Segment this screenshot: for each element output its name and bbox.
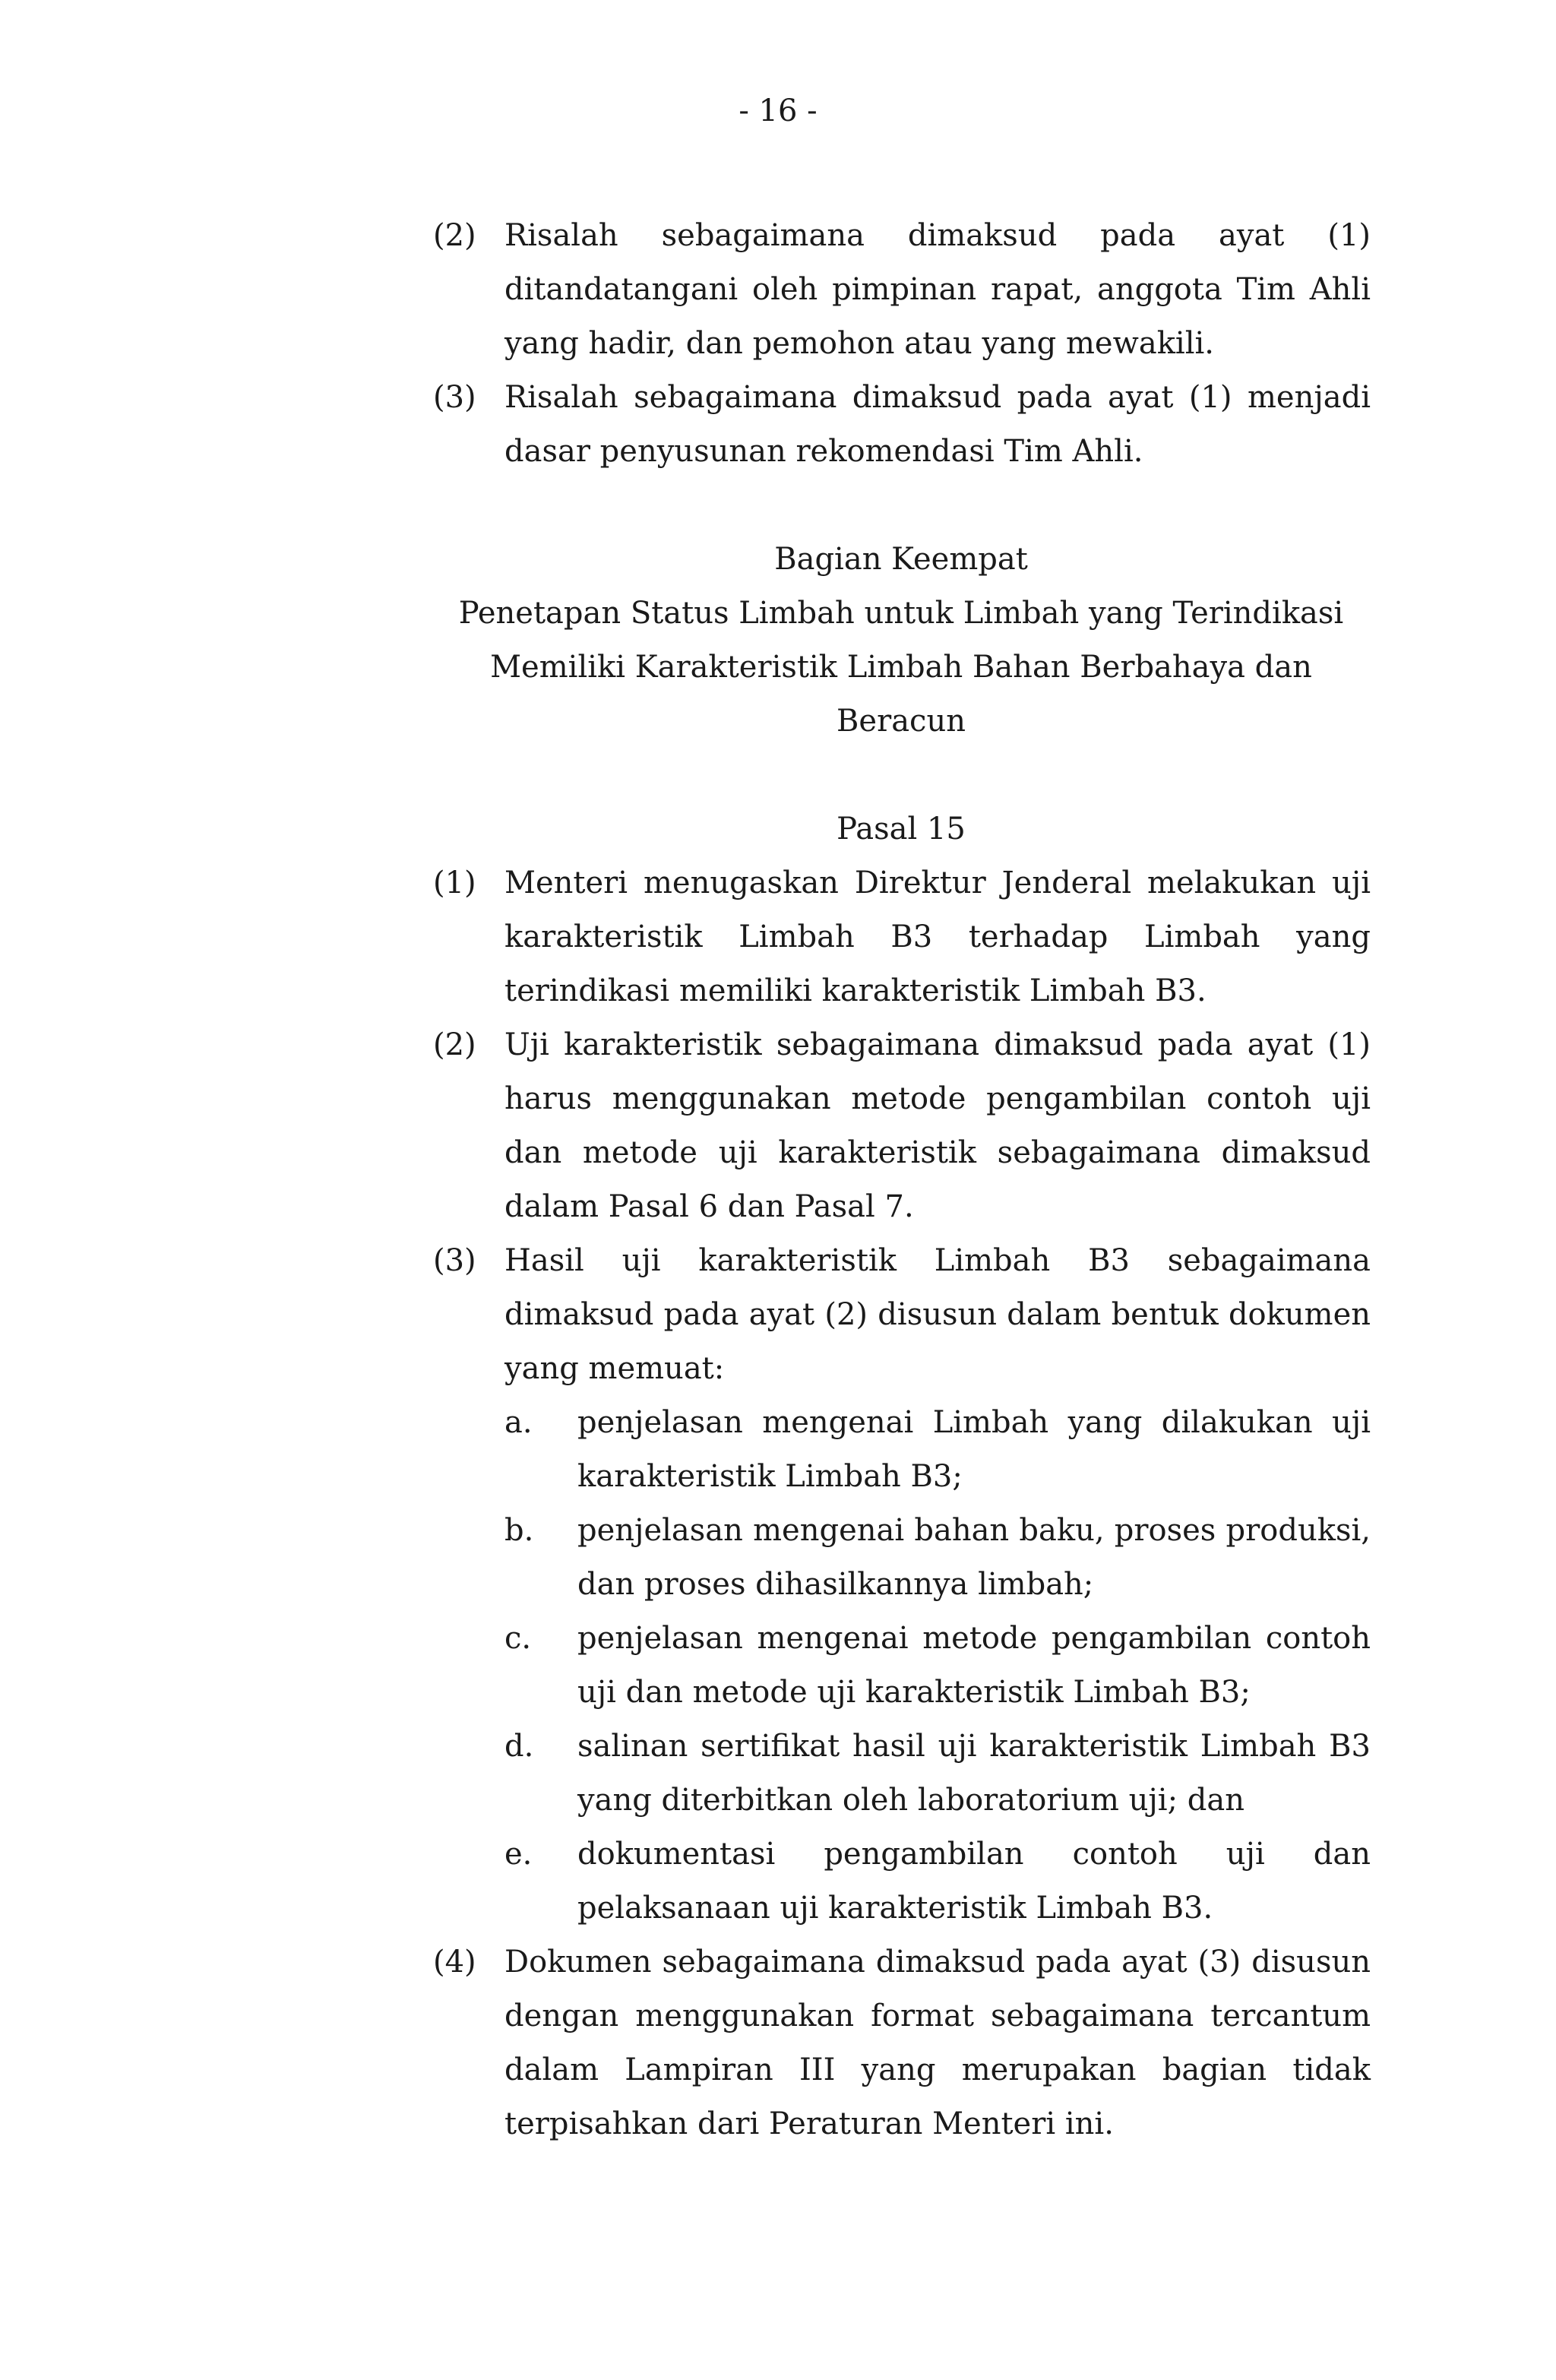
sub-item-letter: a. — [504, 1405, 533, 1440]
item-text: Dokumen sebagaimana dimaksud pada ayat (3) disusun dengan menggunakan format sebagaimana tercantum dalam Lampiran III yang merupakan bagian tidak terpisahkan dari Peraturan Menteri ini. — [504, 1945, 1371, 2141]
item-number: (4) — [433, 1945, 476, 1980]
article-title: Pasal 15 — [837, 812, 966, 847]
document-body — [433, 209, 1371, 2151]
item-text: Risalah sebagaimana dimaksud pada ayat (1) menjadi dasar penyusunan rekomendasi Tim Ahli. — [504, 380, 1371, 469]
paragraph-item — [433, 856, 1371, 1018]
item-text: Menteri menugaskan Direktur Jenderal melakukan uji karakteristik Limbah B3 terhadap Limbah yang terindikasi memiliki karakteristik Limbah B3. — [504, 866, 1371, 1008]
sub-item-letter: b. — [504, 1513, 534, 1548]
sub-item-letter: c. — [504, 1621, 532, 1656]
paragraph-item — [433, 209, 1371, 371]
paragraph-item — [433, 1018, 1371, 1234]
item-number: (1) — [433, 866, 476, 900]
section-heading: Bagian Keempat — [774, 542, 1028, 577]
sub-list-item — [504, 1828, 1371, 1935]
section-title-line: Penetapan Status Limbah untuk Limbah yang Terindikasi — [458, 596, 1344, 631]
section-title-line: Memiliki Karakteristik Limbah Bahan Berbahaya dan Beracun — [490, 650, 1312, 739]
sub-item-text: salinan sertifikat hasil uji karakteristik Limbah B3 yang diterbitkan oleh laboratorium uji; dan — [577, 1729, 1371, 1818]
sub-item-letter: d. — [504, 1729, 534, 1764]
sub-item-text: penjelasan mengenai metode pengambilan contoh uji dan metode uji karakteristik Limbah B3; — [577, 1621, 1371, 1710]
item-text: Risalah sebagaimana dimaksud pada ayat (1) ditandatangani oleh pimpinan rapat, anggota Tim Ahli yang hadir, dan pemohon atau yang mewakili. — [504, 218, 1371, 361]
sub-list-item — [504, 1720, 1371, 1828]
sub-list-item — [504, 1396, 1371, 1504]
sub-item-letter: e. — [504, 1837, 533, 1872]
paragraph-item — [433, 371, 1371, 479]
spacer — [433, 748, 1371, 802]
item-number: (2) — [433, 218, 476, 253]
sub-list-item — [504, 1612, 1371, 1720]
sub-list-item — [504, 1504, 1371, 1612]
paragraph-item — [433, 1935, 1371, 2151]
page-number: - 16 - — [738, 93, 818, 128]
item-text: Hasil uji karakteristik Limbah B3 sebagaimana dimaksud pada ayat (2) disusun dalam bentuk dokumen yang memuat: — [504, 1243, 1371, 1386]
item-number: (3) — [433, 1243, 476, 1278]
paragraph-item — [433, 1234, 1371, 1935]
sub-item-text: penjelasan mengenai Limbah yang dilakukan uji karakteristik Limbah B3; — [577, 1405, 1371, 1494]
item-number: (2) — [433, 1027, 476, 1062]
sub-item-text: dokumentasi pengambilan contoh uji dan pelaksanaan uji karakteristik Limbah B3. — [577, 1837, 1371, 1926]
item-number: (3) — [433, 380, 476, 415]
spacer — [433, 479, 1371, 533]
item-text: Uji karakteristik sebagaimana dimaksud pada ayat (1) harus menggunakan metode pengambilan contoh uji dan metode uji karakteristik sebagaimana dimaksud dalam Pasal 6 dan Pasal 7. — [504, 1027, 1371, 1224]
sub-item-text: penjelasan mengenai bahan baku, proses produksi, dan proses dihasilkannya limbah; — [577, 1513, 1371, 1602]
sub-list — [504, 1396, 1371, 1935]
